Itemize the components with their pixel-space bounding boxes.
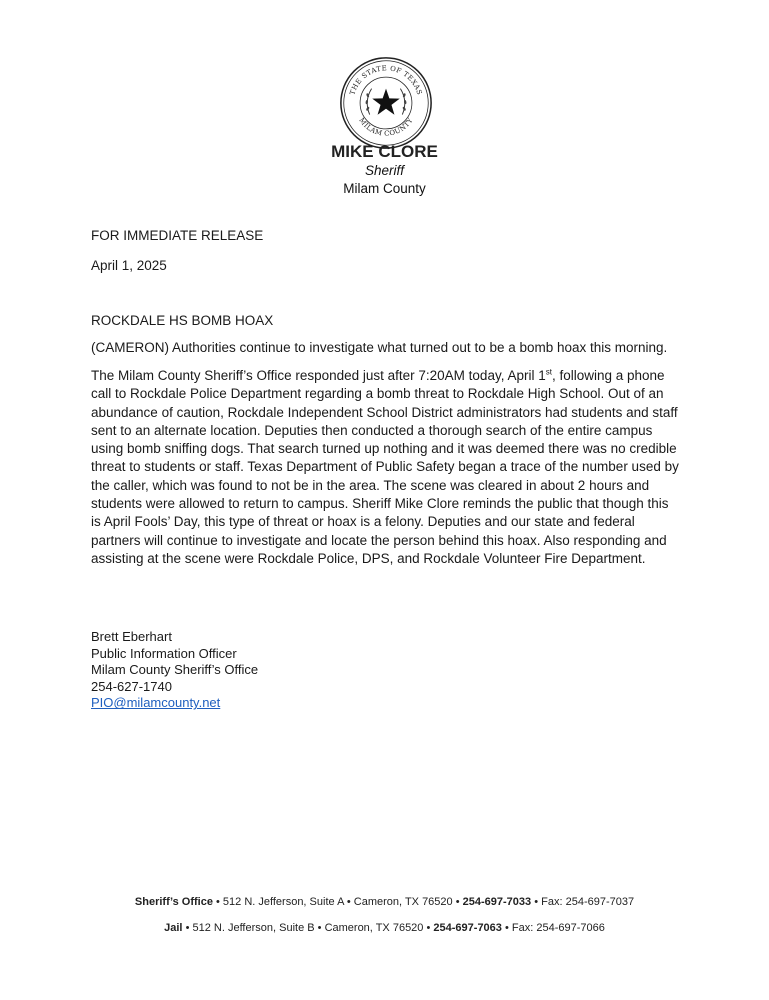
sheriff-title: Sheriff: [364, 163, 405, 178]
signature-name: Brett Eberhart: [91, 629, 172, 644]
body-text-rest: , following a phone call to Rockdale Police Department regarding a bomb threat to Rockdale High School. Out of an abundance of caution, Rockdale Independent School District administrators had students and staff sent to an alternate location. Deputies then conducted a thorough search of the entire campus using bomb sniffing dogs. That search turned up nothing and it was deemed there was no credible threat to students or staff. Texas Department of Public Safety began a trace of the number used by the caller, which was found to not be in the area. The scene was cleared in about 2 hours and students were allowed to return to campus. Sheriff Mike Clore reminds the public that though this is April Fools’ Day, this type of threat or hoax is a felony. Deputies and our state and federal partners will continue to investigate and locate the person behind this hoax. Also responding and assisting at the scene were Rockdale Police, DPS, and Rockdale Volunteer Fire Department.: [91, 368, 679, 566]
footer-jail-line: [0, 922, 769, 934]
email-link[interactable]: PIO@milamcounty.net: [91, 695, 221, 711]
ordinal-suffix: st: [545, 367, 552, 377]
separator: •: [185, 922, 190, 934]
signature-block: [91, 629, 258, 712]
body-text-start: The Milam County Sheriff’s Office responded just after 7:20AM today, April 1: [91, 368, 546, 383]
signature-phone: 254-627-1740: [91, 678, 172, 694]
separator: •: [504, 922, 509, 934]
footer-office-city: Cameron, TX 76520: [353, 896, 453, 908]
footer-office-address: 512 N. Jefferson, Suite A: [222, 896, 344, 908]
footer-jail-label: Jail: [164, 922, 183, 934]
seal-bottom-text: MILAM COUNTY: [357, 116, 415, 138]
separator: •: [346, 896, 351, 908]
separator: •: [216, 896, 220, 908]
county-seal: [338, 55, 434, 151]
seal-top-text: THE STATE OF TEXAS: [348, 64, 424, 97]
release-label: FOR IMMEDIATE RELEASE: [91, 228, 264, 243]
release-date: April 1, 2025: [91, 258, 167, 273]
sheriff-name: MIKE CLORE: [331, 142, 438, 161]
footer-office-fax: Fax: 254-697-7037: [541, 896, 635, 908]
footer-jail-fax: Fax: 254-697-7066: [511, 922, 605, 934]
signature-role: Public Information Officer: [91, 645, 237, 661]
release-headline: ROCKDALE HS BOMB HOAX: [91, 313, 274, 328]
separator: •: [534, 896, 539, 908]
footer-jail-city: Cameron, TX 76520: [324, 922, 424, 934]
body-paragraph: [91, 367, 681, 568]
star-icon: [372, 89, 399, 115]
footer-jail-address: 512 N. Jefferson, Suite B: [192, 922, 315, 934]
separator: •: [455, 896, 460, 908]
footer-office-label: Sheriff’s Office: [134, 896, 213, 908]
footer-office-line: [0, 896, 769, 908]
signature-office: Milam County Sheriff’s Office: [91, 662, 259, 678]
svg-text:MILAM COUNTY: [357, 116, 414, 137]
footer-office-phone: 254-697-7033: [462, 896, 532, 908]
separator: •: [317, 922, 322, 934]
lead-paragraph: (CAMERON) Authorities continue to investigate what turned out to be a bomb hoax this morning.: [91, 340, 668, 355]
separator: •: [426, 922, 431, 934]
county-name: Milam County: [343, 181, 426, 196]
footer-jail-phone: 254-697-7063: [433, 922, 502, 934]
